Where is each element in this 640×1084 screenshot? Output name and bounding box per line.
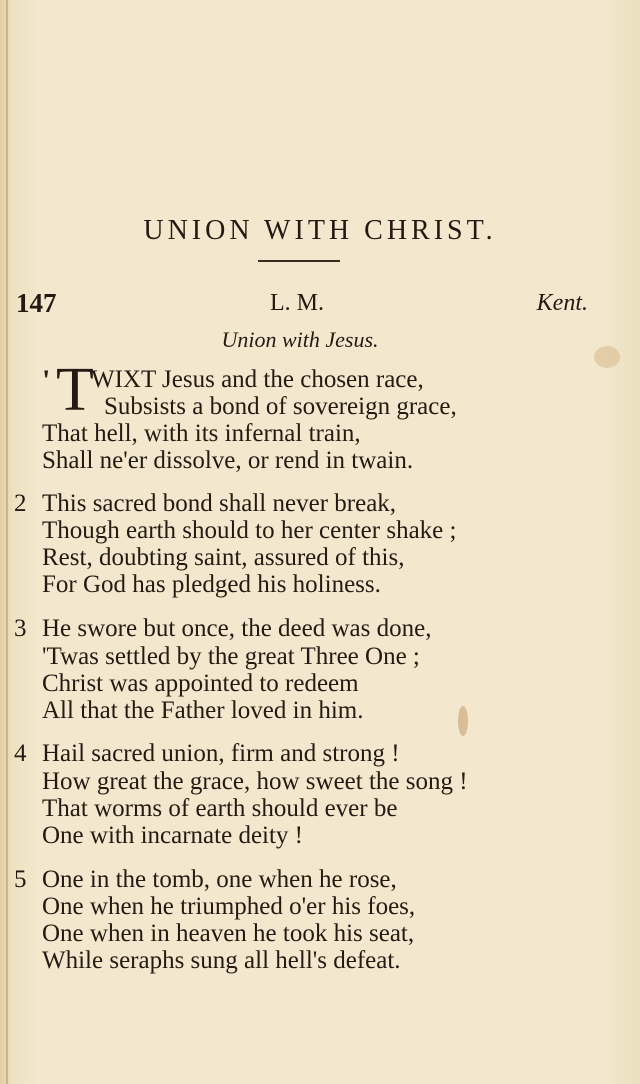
page-gutter-shadow bbox=[6, 0, 8, 1084]
verse-line: That worms of earth should ever be bbox=[42, 795, 398, 822]
verse-line: Hail sacred union, firm and strong ! bbox=[42, 740, 400, 767]
verse-line: How great the grace, how sweet the song ! bbox=[42, 768, 468, 795]
stanza-number: 4 bbox=[14, 740, 27, 767]
dropcap-apostrophe: ' bbox=[42, 364, 51, 397]
verse-line: One with incarnate deity ! bbox=[42, 822, 304, 849]
verse-line: One in the tomb, one when he rose, bbox=[42, 866, 397, 893]
dropcap-letter: T bbox=[56, 356, 94, 424]
stanza-number: 3 bbox=[14, 615, 27, 642]
verse-line: Though earth should to her center shake ; bbox=[42, 517, 457, 544]
verse-line: WIXT Jesus and the chosen race, bbox=[91, 366, 424, 393]
verse-line: This sacred bond shall never break, bbox=[42, 490, 397, 517]
stanza-number: 5 bbox=[14, 866, 27, 893]
verse-line: Rest, doubting saint, assured of this, bbox=[42, 544, 405, 571]
verse-line: 'Twas settled by the great Three One ; bbox=[42, 643, 420, 670]
stanza-number: 2 bbox=[14, 490, 27, 517]
hymn-tune-name: Kent. bbox=[536, 290, 588, 316]
verse-line: Christ was appointed to redeem bbox=[42, 670, 359, 697]
section-title: UNION WITH CHRIST. bbox=[143, 214, 497, 246]
verse-line: One when he triumphed o'er his foes, bbox=[42, 893, 416, 920]
hymn-number: 147 bbox=[16, 288, 57, 318]
verse-line: Subsists a bond of sovereign grace, bbox=[104, 393, 457, 420]
verse-line: While seraphs sung all hell's defeat. bbox=[42, 947, 401, 974]
verse-line: For God has pledged his holiness. bbox=[42, 571, 381, 598]
title-divider bbox=[258, 260, 340, 262]
verse-line: He swore but once, the deed was done, bbox=[42, 615, 432, 642]
verse-line: Shall ne'er dissolve, or rend in twain. bbox=[42, 447, 414, 474]
verse-line: All that the Father loved in him. bbox=[42, 697, 364, 724]
hymn-subtitle: Union with Jesus. bbox=[221, 327, 379, 352]
paper-stain bbox=[458, 706, 468, 736]
verse-line: That hell, with its infernal train, bbox=[42, 420, 361, 447]
verse-line: One when in heaven he took his seat, bbox=[42, 920, 415, 947]
hymn-meter: L. M. bbox=[270, 290, 324, 316]
